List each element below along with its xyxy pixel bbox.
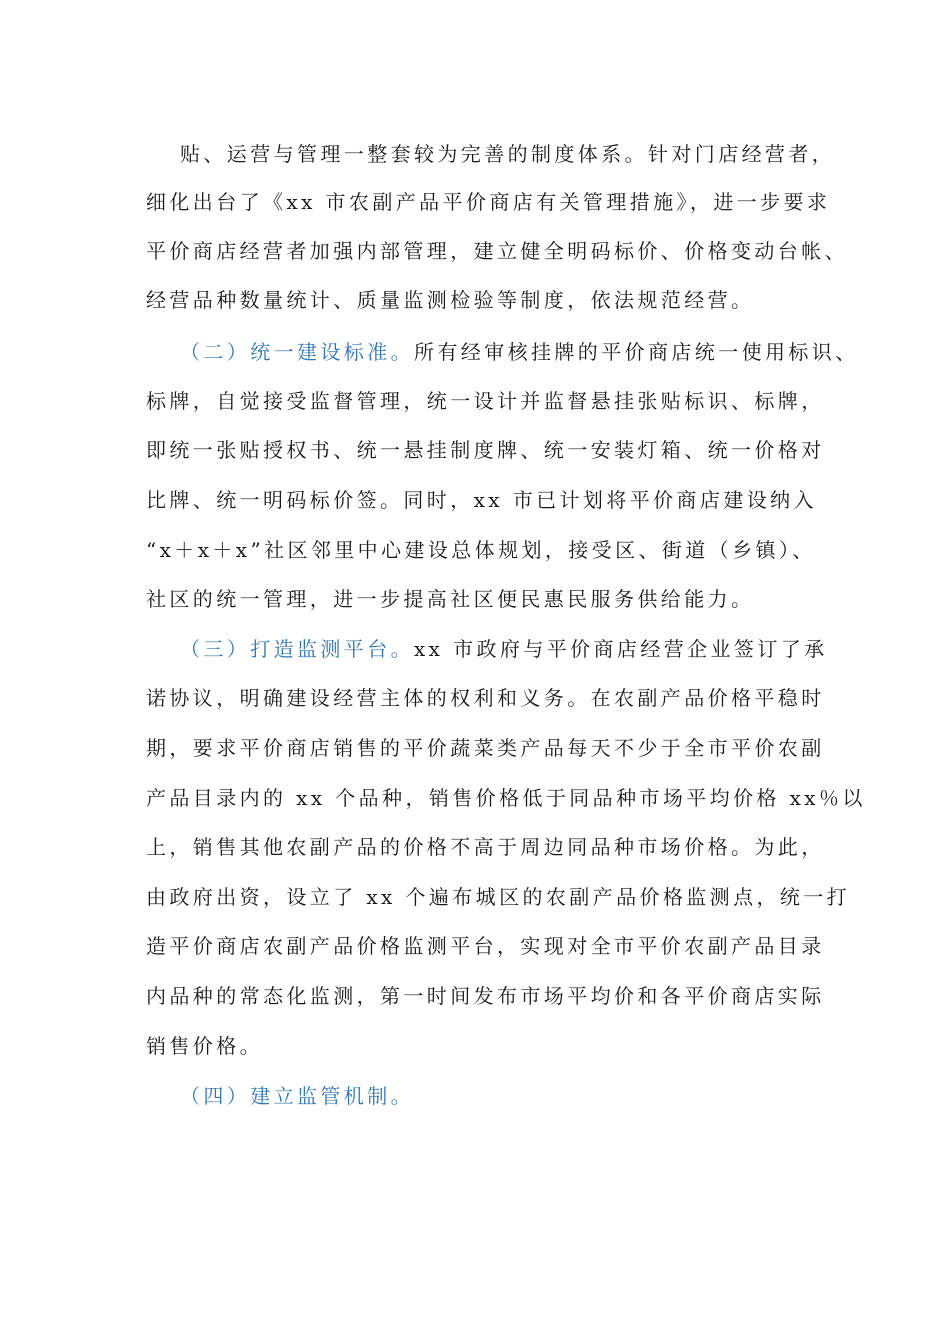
- paragraph-3-line-4: 产品目录内的 xx 个品种，销售价格低于同品种市场平均价格 xx％以: [146, 786, 866, 810]
- paragraph-2-line-2: 标牌，自觉接受监督管理，统一设计并监督悬挂张贴标识、标牌，: [146, 389, 825, 413]
- paragraph-2-line-6: 社区的统一管理，进一步提高社区便民惠民服务供给能力。: [146, 587, 755, 611]
- paragraph-3-text: xx 市政府与平价商店经营企业签订了承: [414, 637, 828, 661]
- section-heading-4: （四）建立监管机制。: [180, 1084, 414, 1108]
- paragraph-3-line-3: 期，要求平价商店销售的平价蔬菜类产品每天不少于全市平价农副: [146, 736, 825, 760]
- paragraph-3-line-6: 由政府出资，设立了 xx 个遍布城区的农副产品价格监测点，统一打: [146, 885, 851, 909]
- paragraph-2-line-4: 比牌、统一明码标价签。同时，xx 市已计划将平价商店建设纳入: [146, 488, 817, 512]
- paragraph-1-line-4: 经营品种数量统计、质量监测检验等制度，依法规范经营。: [146, 288, 755, 312]
- paragraph-1-line-1: 贴、运营与管理一整套较为完善的制度体系。针对门店经营者，: [180, 142, 836, 166]
- paragraph-3-line-9: 销售价格。: [146, 1034, 263, 1058]
- paragraph-2-line-3: 即统一张贴授权书、统一悬挂制度牌、统一安装灯箱、统一价格对: [146, 438, 825, 462]
- paragraph-3-line-8: 内品种的常态化监测，第一时间发布市场平均价和各平价商店实际: [146, 984, 825, 1008]
- paragraph-3-line-1: [180, 637, 828, 661]
- paragraph-2-line-5: “x＋x＋x”社区邻里中心建设总体规划，接受区、街道（乡镇）、: [146, 538, 816, 562]
- paragraph-2-text: 所有经审核挂牌的平价商店统一使用标识、: [414, 340, 859, 364]
- section-heading-2: （二）统一建设标准。: [180, 340, 414, 364]
- paragraph-1-line-2: 细化出台了《xx 市农副产品平价商店有关管理措施》，进一步要求: [146, 190, 831, 214]
- paragraph-3-line-5: 上，销售其他农副产品的价格不高于周边同品种市场价格。为此，: [146, 835, 825, 859]
- paragraph-1-line-3: 平价商店经营者加强内部管理，建立健全明码标价、价格变动台帐、: [146, 239, 848, 263]
- paragraph-2-line-1: [180, 340, 859, 364]
- paragraph-3-line-7: 造平价商店农副产品价格监测平台，实现对全市平价农副产品目录: [146, 934, 825, 958]
- paragraph-3-line-2: 诺协议，明确建设经营主体的权利和义务。在农副产品价格平稳时: [146, 686, 825, 710]
- section-heading-3: （三）打造监测平台。: [180, 637, 414, 661]
